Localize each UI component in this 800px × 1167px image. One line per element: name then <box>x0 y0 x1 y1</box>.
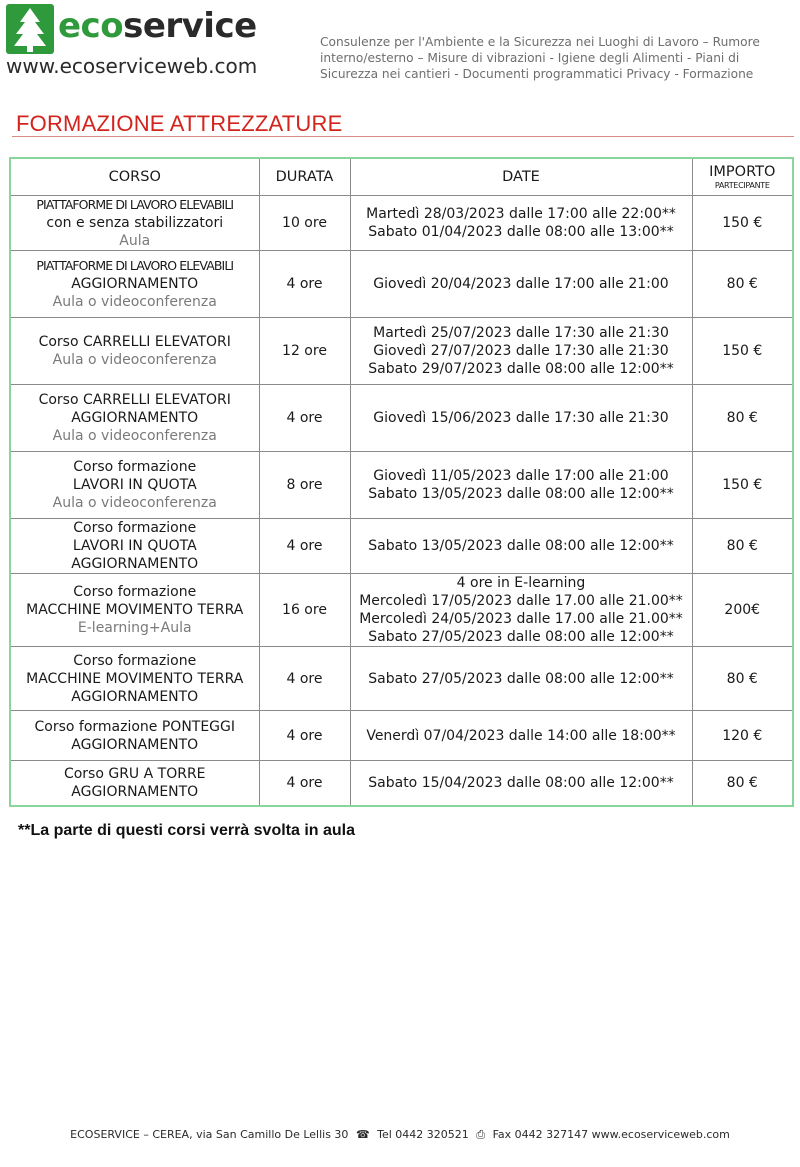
table-header-row <box>10 158 793 196</box>
price-cell: 80 € <box>692 647 793 711</box>
table-row <box>10 711 793 761</box>
course-title: Corso formazione <box>73 459 197 475</box>
header-date: DATE <box>350 158 692 196</box>
dates-cell <box>350 385 692 452</box>
table-row <box>10 385 793 452</box>
price-cell: 150 € <box>692 452 793 519</box>
logo-website: www.ecoserviceweb.com <box>6 54 258 78</box>
footer-address: ECOSERVICE – CEREA, via San Camillo De Lellis 30 <box>70 1128 349 1141</box>
table-row <box>10 251 793 318</box>
price-cell: 80 € <box>692 519 793 574</box>
dates-cell <box>350 647 692 711</box>
logo-wordmark-prefix: eco <box>58 6 124 46</box>
date-line: Sabato 13/05/2023 dalle 08:00 alle 12:00** <box>368 486 674 502</box>
course-title: Corso formazione <box>73 652 197 669</box>
price-cell: 80 € <box>692 761 793 806</box>
course-mode: Aula o videoconferenza <box>52 495 217 511</box>
course-subtitle: AGGIORNAMENTO <box>71 410 199 426</box>
course-subtitle: con e senza stabilizzatori <box>46 215 224 231</box>
course-subtitle: AGGIORNAMENTO <box>71 783 199 800</box>
title-divider <box>12 136 794 137</box>
course-subtitle: MACCHINE MOVIMENTO TERRA <box>26 602 244 618</box>
course-cell <box>10 452 259 519</box>
company-tagline: Consulenze per l'Ambiente e la Sicurezza nei Luoghi di Lavoro – Rumore interno/esterno – Misure di vibrazioni - Igiene degli Alimenti - Piani di Sicurezza nei cantieri - Documenti programmatici Privacy - Formazione <box>320 35 760 81</box>
table-row <box>10 318 793 385</box>
course-title: PIATTAFORME DI LAVORO ELEVABILI <box>36 258 234 273</box>
duration-cell: 10 ore <box>259 196 350 251</box>
course-cell <box>10 318 259 385</box>
date-line: Sabato 29/07/2023 dalle 08:00 alle 12:00** <box>368 361 674 377</box>
date-line: Mercoledì 17/05/2023 dalle 17.00 alle 21.00** <box>359 593 683 609</box>
course-mode: AGGIORNAMENTO <box>71 556 199 572</box>
company-logo <box>6 4 286 78</box>
header-importo <box>692 158 793 196</box>
logo-wordmark <box>58 6 257 46</box>
course-title: Corso CARRELLI ELEVATORI <box>38 392 231 408</box>
phone-icon: ☎ <box>355 1128 370 1141</box>
duration-cell: 4 ore <box>259 251 350 318</box>
dates-cell <box>350 574 692 647</box>
course-title: Corso CARRELLI ELEVATORI <box>38 334 231 350</box>
date-line: Sabato 27/05/2023 dalle 08:00 alle 12:00** <box>368 629 674 645</box>
date-line: Giovedì 20/04/2023 dalle 17:00 alle 21:00 <box>373 276 669 292</box>
date-line: Martedì 28/03/2023 dalle 17:00 alle 22:00** <box>366 206 676 222</box>
course-cell <box>10 574 259 647</box>
table-row <box>10 761 793 806</box>
dates-cell <box>350 196 692 251</box>
duration-cell: 12 ore <box>259 318 350 385</box>
course-mode: E-learning+Aula <box>77 620 192 636</box>
duration-cell: 4 ore <box>259 711 350 761</box>
price-cell: 150 € <box>692 196 793 251</box>
table-row <box>10 196 793 251</box>
course-mode: Aula o videoconferenza <box>52 428 217 444</box>
course-cell <box>10 196 259 251</box>
header-corso: CORSO <box>10 158 259 196</box>
date-line: Martedì 25/07/2023 dalle 17:30 alle 21:30 <box>373 325 669 341</box>
course-mode: Aula o videoconferenza <box>52 352 217 368</box>
table-row <box>10 647 793 711</box>
duration-cell: 8 ore <box>259 452 350 519</box>
course-subtitle: LAVORI IN QUOTA <box>72 538 197 554</box>
footer-web: www.ecoserviceweb.com <box>591 1128 730 1141</box>
course-subtitle: MACCHINE MOVIMENTO TERRA <box>26 670 244 687</box>
dates-cell <box>350 761 692 806</box>
course-title: PIATTAFORME DI LAVORO ELEVABILI <box>36 197 234 212</box>
duration-cell: 16 ore <box>259 574 350 647</box>
logo-wordmark-suffix: service <box>123 6 257 46</box>
course-title: Corso GRU A TORRE <box>63 765 206 782</box>
table-row <box>10 574 793 647</box>
course-cell <box>10 711 259 761</box>
course-title: Corso formazione PONTEGGI <box>34 718 236 735</box>
dates-cell <box>350 318 692 385</box>
price-cell: 150 € <box>692 318 793 385</box>
course-cell <box>10 647 259 711</box>
date-line: Giovedì 11/05/2023 dalle 17:00 alle 21:00 <box>373 468 669 484</box>
course-cell <box>10 251 259 318</box>
course-title: Corso formazione <box>73 584 197 600</box>
dates-cell <box>350 452 692 519</box>
duration-cell: 4 ore <box>259 385 350 452</box>
price-cell: 80 € <box>692 251 793 318</box>
course-subtitle: AGGIORNAMENTO <box>71 736 199 753</box>
dates-cell <box>350 251 692 318</box>
fax-icon: ⎙ <box>476 1128 486 1141</box>
dates-cell <box>350 711 692 761</box>
course-title: Corso formazione <box>73 520 197 536</box>
page-footer <box>0 1128 800 1142</box>
date-line: Sabato 01/04/2023 dalle 08:00 alle 13:00** <box>368 224 674 240</box>
header-importo-sub: PARTECIPANTE <box>714 181 770 190</box>
date-line: Venerdì 07/04/2023 dalle 14:00 alle 18:00** <box>366 727 676 744</box>
date-line: Sabato 15/04/2023 dalle 08:00 alle 12:00** <box>368 774 674 791</box>
table-row <box>10 519 793 574</box>
duration-cell: 4 ore <box>259 519 350 574</box>
date-line: 4 ore in E-learning <box>456 575 586 591</box>
price-cell: 80 € <box>692 385 793 452</box>
price-cell: 200€ <box>692 574 793 647</box>
footer-fax: Fax 0442 327147 <box>492 1128 589 1141</box>
date-line: Sabato 27/05/2023 dalle 08:00 alle 12:00** <box>368 670 674 687</box>
page-title: FORMAZIONE ATTREZZATURE <box>16 111 343 136</box>
date-line: Sabato 13/05/2023 dalle 08:00 alle 12:00** <box>368 538 674 554</box>
course-cell <box>10 385 259 452</box>
duration-cell: 4 ore <box>259 761 350 806</box>
date-line: Mercoledì 24/05/2023 dalle 17.00 alle 21.00** <box>359 611 683 627</box>
course-subtitle: AGGIORNAMENTO <box>71 276 199 292</box>
footer-tel: Tel 0442 320521 <box>377 1128 469 1141</box>
duration-cell: 4 ore <box>259 647 350 711</box>
date-line: Giovedì 27/07/2023 dalle 17:30 alle 21:30 <box>373 343 669 359</box>
course-cell <box>10 519 259 574</box>
course-mode: AGGIORNAMENTO <box>71 688 199 705</box>
dates-cell <box>350 519 692 574</box>
price-cell: 120 € <box>692 711 793 761</box>
course-subtitle: LAVORI IN QUOTA <box>72 477 197 493</box>
header-durata: DURATA <box>259 158 350 196</box>
header-importo-label: IMPORTO <box>709 164 776 180</box>
course-mode: Aula o videoconferenza <box>52 294 217 310</box>
tree-logo-icon <box>6 4 54 54</box>
course-table <box>9 157 794 807</box>
date-line: Giovedì 15/06/2023 dalle 17:30 alle 21:30 <box>373 410 669 426</box>
footnote: **La parte di questi corsi verrà svolta in aula <box>18 822 356 839</box>
course-mode: Aula <box>119 233 151 249</box>
course-cell <box>10 761 259 806</box>
table-row <box>10 452 793 519</box>
